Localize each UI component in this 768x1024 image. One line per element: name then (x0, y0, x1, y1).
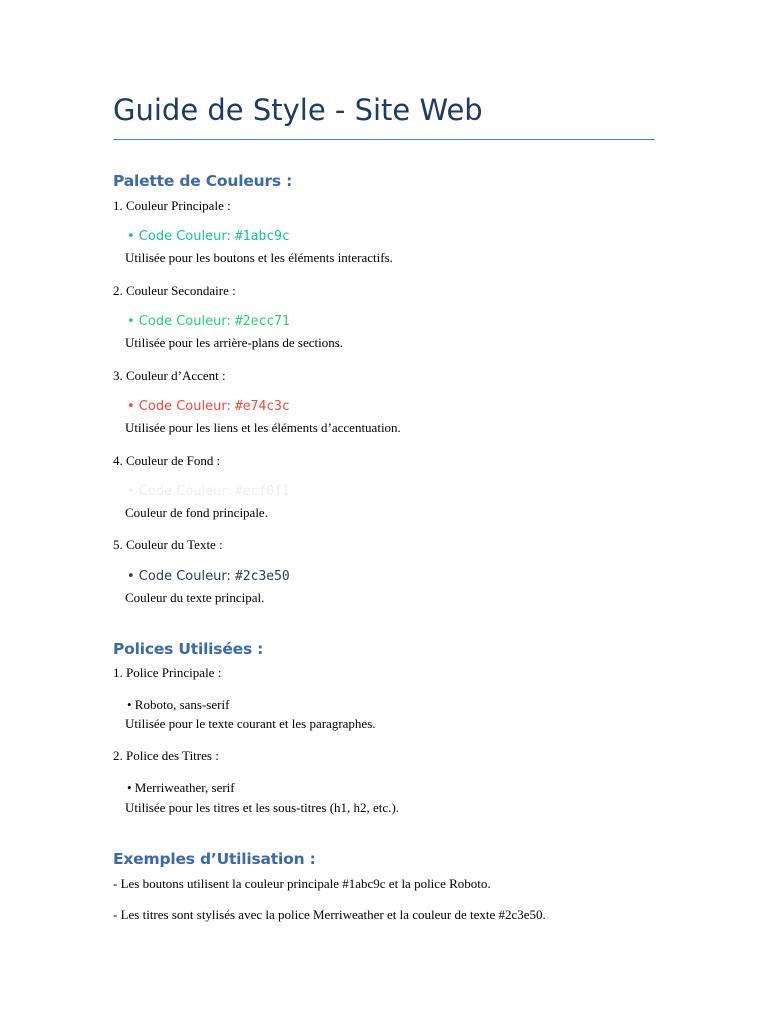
font-2-value: • Merriweather, serif (127, 780, 235, 795)
color-4-code (127, 484, 290, 499)
example-line-1: - Les boutons utilisent la couleur principale #1abc9c et la police Roboto. (113, 876, 491, 891)
color-5-label: 5. Couleur du Texte : (113, 537, 223, 552)
font-1-label: 1. Police Principale : (113, 665, 222, 680)
color-2-label: 2. Couleur Secondaire : (113, 283, 236, 298)
color-4-code-prefix: • Code Couleur: (127, 484, 235, 499)
fonts-heading: Polices Utilisées : (113, 640, 264, 658)
color-2-description: Utilisée pour les arrière-plans de sections. (125, 335, 344, 350)
font-2-description: Utilisée pour les titres et les sous-titres (h1, h2, etc.). (125, 800, 400, 815)
color-2-code (127, 314, 290, 329)
color-4-label: 4. Couleur de Fond : (113, 453, 221, 468)
color-4-code-value: #ecf0f1 (234, 484, 290, 499)
examples-heading: Exemples d’Utilisation : (113, 850, 316, 868)
color-2-code-prefix: • Code Couleur: (127, 314, 235, 329)
color-5-code-value: #2c3e50 (234, 569, 290, 584)
font-1-description: Utilisée pour le texte courant et les paragraphes. (125, 716, 376, 731)
color-1-code-prefix: • Code Couleur: (127, 229, 235, 244)
color-1-code-value: #1abc9c (234, 229, 290, 244)
color-4-description: Couleur de fond principale. (125, 505, 268, 520)
palette-heading: Palette de Couleurs : (113, 172, 293, 190)
color-3-label: 3. Couleur d’Accent : (113, 368, 226, 383)
color-1-code (127, 229, 290, 244)
color-2-code-value: #2ecc71 (234, 314, 290, 329)
color-5-description: Couleur du texte principal. (125, 590, 265, 605)
page-title: Guide de Style - Site Web (113, 93, 483, 127)
color-1-description: Utilisée pour les boutons et les éléments interactifs. (125, 250, 393, 265)
color-3-code-prefix: • Code Couleur: (127, 399, 235, 414)
title-underline (113, 139, 655, 140)
font-1-value: • Roboto, sans-serif (127, 697, 230, 712)
color-3-code (127, 399, 290, 414)
color-5-code (127, 569, 290, 584)
color-3-description: Utilisée pour les liens et les éléments d’accentuation. (125, 420, 401, 435)
font-2-label: 2. Police des Titres : (113, 748, 219, 763)
color-3-code-value: #e74c3c (234, 399, 290, 414)
color-5-code-prefix: • Code Couleur: (127, 569, 235, 584)
color-1-label: 1. Couleur Principale : (113, 198, 231, 213)
example-line-2: - Les titres sont stylisés avec la police Merriweather et la couleur de texte #2c3e50. (113, 907, 546, 922)
